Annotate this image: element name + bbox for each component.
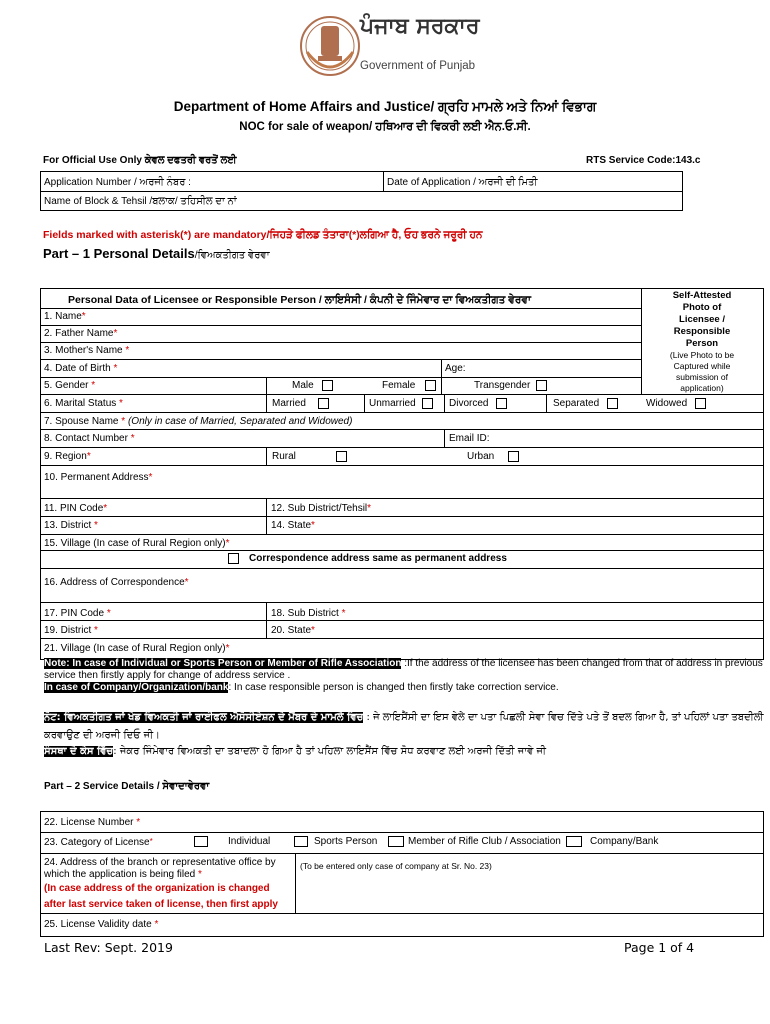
page-number: Page 1 of 4 — [624, 940, 695, 955]
gender-label: 5. Gender * — [44, 380, 96, 391]
checkbox-icon[interactable] — [422, 398, 433, 409]
personal-data-header: Personal Data of Licensee or Responsible Person / ਲਾਇਸੰਸੀ / ਕੰਪਨੀ ਦੇ ਜਿੰਮੇਵਾਰ ਦਾ ਵਿਅਕਤੀਗਤ ਵੇਰਵਾ — [68, 294, 531, 306]
checkbox-icon[interactable] — [318, 398, 329, 409]
region-urban-option[interactable]: Urban — [467, 451, 519, 462]
sub-district-2-field[interactable]: 18. Sub District * — [271, 608, 346, 619]
photo-box[interactable] — [642, 290, 762, 394]
checkbox-icon[interactable] — [496, 398, 507, 409]
name-field[interactable]: 1. Name* — [44, 311, 86, 322]
state-field[interactable]: 14. State* — [271, 520, 315, 531]
punjabi-note-2: ਸੰਸਥਾ ਦੇ ਕੇਸ ਵਿੱਚ: ਜੇਕਰ ਜਿੰਮੇਵਾਰ ਵਿਅਕਤੀ ਦਾ ਤਬਾਦਲਾ ਹੋ ਗਿਆ ਹੈ ਤਾਂ ਪਹਿਲਾ ਲਾਇਸੈਂਸ ਵਿੱਚ ਸੋਧ ਕਰਵਾਣ ਲਈ ਅਰਜੀ ਦਿੱਤੀ ਜਾਵੇ ਜੀ — [44, 746, 547, 757]
english-note-1: Note: In case of Individual or Sports Person or Member of Rifle Association :If the address of the licensee has been changed from that of address in previous service then firstly apply for change of address service . — [44, 658, 763, 681]
checkbox-icon[interactable] — [194, 836, 208, 847]
email-field[interactable]: Email ID: — [449, 433, 490, 444]
pin-code-2-field[interactable]: 17. PIN Code * — [44, 608, 111, 619]
checkbox-icon[interactable] — [536, 380, 547, 391]
father-name-field[interactable]: 2. Father Name* — [44, 328, 118, 339]
checkbox-icon[interactable] — [336, 451, 347, 462]
checkbox-icon[interactable] — [388, 836, 404, 847]
age-field[interactable]: Age: — [445, 363, 466, 374]
rts-service-code: RTS Service Code:143.c — [586, 155, 701, 166]
checkbox-icon[interactable] — [425, 380, 436, 391]
sub-district-field[interactable]: 12. Sub District/Tehsil* — [271, 503, 372, 514]
marital-status-label: 6. Marital Status * — [44, 398, 123, 409]
mother-name-field[interactable]: 3. Mother's Name * — [44, 345, 130, 356]
photo-title: Self-Attested Photo of Licensee / Responsible Person — [672, 290, 732, 349]
correspondence-address-field[interactable]: 16. Address of Correspondence* — [44, 577, 189, 588]
category-individual-option[interactable]: Individual — [194, 836, 270, 847]
official-use-label: For Official Use Only ਕੇਵਲ ਦਫਤਰੀ ਵਰਤੋਂ ਲਈ — [43, 155, 237, 166]
application-number-field[interactable]: Application Number / ਅਰਜੀ ਨੰਬਰ : — [44, 177, 191, 188]
english-note-2: In case of Company/Organization/bank: In case responsible person is changed then firstly take correction service. — [44, 682, 559, 693]
license-number-field[interactable]: 22. License Number * — [44, 817, 141, 828]
contact-number-field[interactable]: 8. Contact Number * — [44, 433, 135, 444]
village-field[interactable]: 15. Village (In case of Rural Region only)* — [44, 538, 230, 549]
category-sports-option[interactable]: Sports Person — [294, 836, 377, 847]
block-tehsil-field[interactable]: Name of Block & Tehsil /ਬਲਾਕ/ ਤਹਿਸੀਲ ਦਾ ਨਾਂ — [44, 196, 237, 207]
mandatory-note: Fields marked with asterisk(*) are mandatory/ਜਿਹੜੇ ਫੀਲਡ ਤੰਤਾਰਾ(*)ਲਗਿਆ ਹੈ, ਓਹ ਭਰਨੇ ਜਰੂਰੀ ਹਨ — [43, 229, 483, 241]
header-punjabi-title: ਪੰਜਾਬ ਸਰਕਾਰ — [360, 14, 480, 39]
category-label: 23. Category of License* — [44, 837, 153, 848]
part1-heading: Part – 1 Personal Details/ਵਿਅਕਤੀਗਤ ਵੇਰਵਾ — [43, 246, 270, 261]
checkbox-icon[interactable] — [228, 553, 239, 564]
photo-note: (Live Photo to be Captured while submission of application) — [669, 350, 735, 393]
dob-field[interactable]: 4. Date of Birth * — [44, 363, 118, 374]
village-2-field[interactable]: 21. Village (In case of Rural Region only)* — [44, 643, 230, 654]
pin-code-field[interactable]: 11. PIN Code* — [44, 503, 108, 514]
checkbox-icon[interactable] — [695, 398, 706, 409]
marital-widowed-option[interactable]: Widowed — [646, 398, 706, 409]
marital-divorced-option[interactable]: Divorced — [449, 398, 507, 409]
state-2-field[interactable]: 20. State* — [271, 625, 315, 636]
gender-transgender-option[interactable]: Transgender — [474, 380, 547, 391]
noc-title: NOC for sale of weapon/ ਹਥਿਆਰ ਦੀ ਵਿਕਰੀ ਲਈ ਐਨ.ਓ.ਸੀ. — [239, 121, 531, 133]
checkbox-icon[interactable] — [322, 380, 333, 391]
punjab-emblem-logo — [299, 12, 361, 84]
checkbox-icon[interactable] — [607, 398, 618, 409]
license-validity-field[interactable]: 25. License Validity date * — [44, 919, 159, 930]
gender-male-option[interactable]: Male — [292, 380, 333, 391]
last-revision: Last Rev: Sept. 2019 — [44, 940, 173, 955]
district-field[interactable]: 13. District * — [44, 520, 98, 531]
permanent-address-field[interactable]: 10. Permanent Address* — [44, 472, 153, 483]
date-of-application-field[interactable]: Date of Application / ਅਰਜੀ ਦੀ ਮਿਤੀ — [387, 177, 538, 188]
district-2-field[interactable]: 19. District * — [44, 625, 98, 636]
part2-heading: Part – 2 Service Details / ਸੇਵਾਦਾਵੇਰਵਾ — [44, 781, 210, 792]
punjabi-note-1: ਨੋਟ: ਵਿਅਕਤੀਗਤ ਜਾਂ ਖੇਡ ਵਿਅਕਤੀ ਜਾਂ ਰਾਈਫਲ ਐਸੋਸੀਏਸ਼ਨ ਦੇ ਮੈਂਬਰ ਦੇ ਮਾਮਲੇ ਵਿਚ : ਜੇ ਲਾਇਸੈਂਸੀ ਦਾ ਇਸ ਵੇਲੇ ਦਾ ਪਤਾ ਪਿਛਲੀ ਸੇਵਾ ਵਿਚ ਦਿੱਤੇ ਪਤੇ ਤੋਂ ਬਦਲ ਗਿਆ ਹੈ, ਤਾਂ ਪਹਿਲਾਂ ਪਤਾ ਤਬਦੀਲੀ ਕਰਵਾਉਣ ਦੀ ਅਰਜੀ ਦਿਓ ਜੀ। — [44, 712, 764, 741]
department-title: Department of Home Affairs and Justice/ ਗ੍ਰਹਿ ਮਾਮਲੇ ਅਤੇ ਨਿਆਂ ਵਿਭਾਗ — [173, 99, 597, 114]
branch-address-field[interactable]: 24. Address of the branch or representative office by which the application is being filed * (In case address of the organization is changed after last service taken of license, then first apply — [44, 857, 278, 910]
same-address-option[interactable]: Correspondence address same as permanent address — [228, 553, 507, 564]
company-note: (To be entered only case of company at Sr. No. 23) — [300, 861, 492, 871]
spouse-name-field[interactable]: 7. Spouse Name * (Only in case of Married, Separated and Widowed) — [44, 416, 353, 427]
category-company-option[interactable]: Company/Bank — [566, 836, 658, 847]
checkbox-icon[interactable] — [294, 836, 308, 847]
header-english-title: Government of Punjab — [360, 60, 476, 72]
region-label: 9. Region* — [44, 451, 91, 462]
marital-married-option[interactable]: Married — [272, 398, 329, 409]
marital-unmarried-option[interactable]: Unmarried — [369, 398, 433, 409]
marital-separated-option[interactable]: Separated — [553, 398, 618, 409]
region-rural-option[interactable]: Rural — [272, 451, 347, 462]
gender-female-option[interactable]: Female — [382, 380, 436, 391]
checkbox-icon[interactable] — [508, 451, 519, 462]
checkbox-icon[interactable] — [566, 836, 582, 847]
category-rifle-option[interactable]: Member of Rifle Club / Association — [388, 836, 561, 847]
